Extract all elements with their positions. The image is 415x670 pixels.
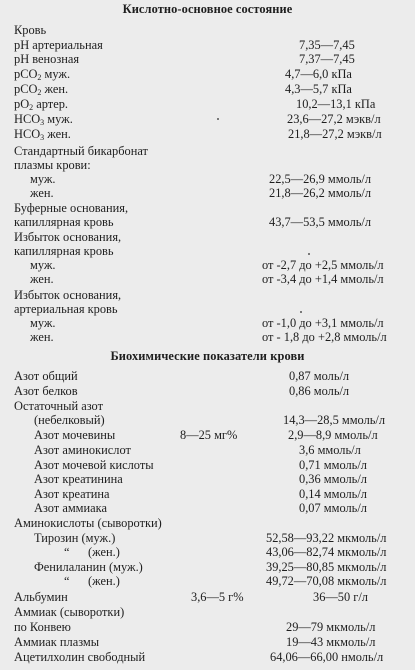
row-label: Азот мочевины [34, 428, 116, 442]
row-value: 14,3—28,5 ммоль/л [283, 413, 386, 427]
base-excess-cap-line1: Избыток основания, [14, 230, 122, 244]
row-value: от -1,0 до +3,1 ммоль/л [262, 316, 384, 330]
row-label: pH артериальная [14, 38, 103, 52]
row-value: 2,9—8,9 ммоль/л [288, 428, 378, 442]
row-mid-value: 8—25 мг% [180, 428, 238, 442]
table-row [0, 330, 415, 345]
row-value: от -3,4 до +1,4 ммоль/л [262, 272, 384, 286]
row-value: от -2,7 до +2,5 ммоль/л [262, 258, 384, 272]
biochem-title: Биохимические показатели крови [110, 349, 305, 363]
row-label: Азот аминокислот [34, 443, 131, 457]
row-label: жен. [30, 272, 54, 286]
table-row [0, 428, 415, 443]
row-label: Аммиак плазмы [14, 635, 100, 649]
table-row [0, 82, 415, 97]
table-row [0, 620, 415, 635]
table-row [0, 112, 415, 127]
row-label: pH венозная [14, 52, 80, 66]
row-value: 4,7—6,0 кПа [285, 67, 352, 81]
row-label: муж. [30, 172, 56, 186]
row-label: Азот общий [14, 369, 78, 383]
row-label: Азот белков [14, 384, 78, 398]
scan-speck [300, 311, 302, 313]
scan-speck [308, 253, 310, 255]
row-label: Альбумин [14, 590, 68, 604]
row-label: Аминокислоты (сыворотки) [14, 516, 162, 530]
row-label: по Конвею [14, 620, 71, 634]
std-bicarbonate-line2: плазмы крови: [14, 158, 91, 172]
row-value: 49,72—70,08 мкмоль/л [266, 574, 387, 588]
row-value: 7,35—7,45 [299, 38, 355, 52]
row-label: (жен.) [88, 545, 120, 559]
table-row [0, 97, 415, 112]
table-row [0, 52, 415, 67]
row-value: 0,86 моль/л [289, 384, 350, 398]
table-row [0, 127, 415, 142]
table-row [0, 635, 415, 650]
row-label: капиллярная кровь [14, 215, 114, 229]
row-value: 10,2—13,1 кПа [296, 97, 376, 111]
row-value: 19—43 мкмоль/л [286, 635, 376, 649]
row-value: 7,37—7,45 [299, 52, 355, 66]
ditto-mark: “ [64, 574, 70, 588]
table-row [0, 413, 415, 428]
row-label: $HCO_3$ жен. [14, 127, 71, 142]
row-label: Азот мочевой кислоты [34, 458, 154, 472]
row-label: муж. [30, 316, 56, 330]
table-row [0, 650, 415, 665]
table-row [0, 172, 415, 187]
row-value: 0,87 моль/л [289, 369, 350, 383]
table-row [0, 531, 415, 546]
row-value: от - 1,8 до +2,8 ммоль/л [262, 330, 387, 344]
row-label: $pO_2$ артер. [14, 97, 68, 112]
table-row [0, 316, 415, 331]
row-value: 3,6 ммоль/л [299, 443, 361, 457]
row-label: pCO$_2$ жен. [14, 82, 69, 97]
row-value: 36—50 г/л [313, 590, 368, 604]
std-bicarbonate-line1: Стандартный бикарбонат [14, 144, 148, 158]
row-label: Ацетилхолин свободный [14, 650, 146, 664]
row-label: Азот креатинина [34, 472, 123, 486]
ditto-mark: “ [64, 545, 70, 559]
row-value: 29—79 мкмоль/л [286, 620, 376, 634]
table-row [0, 516, 415, 531]
table-row [0, 560, 415, 575]
base-excess-art-line2: артериальная кровь [14, 302, 118, 316]
row-label: жен. [30, 330, 54, 344]
base-excess-art-line1: Избыток основания, [14, 288, 122, 302]
table-row [0, 590, 415, 605]
table-row [0, 545, 415, 560]
table-row [0, 458, 415, 473]
table-row [0, 501, 415, 516]
row-value: 0,71 ммоль/л [299, 458, 367, 472]
acid-base-title: Кислотно-основное состояние [122, 2, 293, 16]
row-mid-value: 3,6—5 г% [191, 590, 244, 604]
row-value: 0,07 ммоль/л [299, 501, 367, 515]
row-value: 21,8—26,2 ммоль/л [269, 186, 372, 200]
row-label: Азот аммиака [34, 501, 107, 515]
blood-label: Кровь [14, 23, 47, 37]
table-row [0, 443, 415, 458]
row-value: 43,06—82,74 мкмоль/л [266, 545, 387, 559]
blood-heading [0, 23, 415, 38]
table-row [0, 369, 415, 384]
row-label: Фенилаланин (муж.) [34, 560, 143, 574]
row-label: Аммиак (сыворотки) [14, 605, 125, 619]
row-value: 52,58—93,22 мкмоль/л [266, 531, 387, 545]
buffer-bases-line1: Буферные основания, [14, 201, 129, 215]
row-label: Азот креатина [34, 487, 110, 501]
row-value: 22,5—26,9 ммоль/л [269, 172, 372, 186]
row-value: 21,8—27,2 мэкв/л [288, 127, 382, 141]
row-label: $HCO_3$ муж. [14, 112, 73, 127]
row-value: 4,3—5,7 кПа [285, 82, 352, 96]
row-label: Остаточный азот [14, 399, 104, 413]
table-row [0, 605, 415, 620]
table-row [0, 215, 415, 230]
table-row [0, 258, 415, 273]
table-row [0, 384, 415, 399]
table-row [0, 472, 415, 487]
table-row [0, 272, 415, 287]
row-value: 64,06—66,00 нмоль/л [270, 650, 384, 664]
table-row [0, 574, 415, 589]
table-row [0, 38, 415, 53]
scan-speck [217, 118, 219, 120]
row-value: 23,6—27,2 мэкв/л [287, 112, 381, 126]
row-value: 39,25—80,85 мкмоль/л [266, 560, 387, 574]
table-row [0, 487, 415, 502]
row-value: 0,36 ммоль/л [299, 472, 367, 486]
table-row [0, 399, 415, 414]
row-label: муж. [30, 258, 56, 272]
table-row [0, 67, 415, 82]
row-value: 43,7—53,5 ммоль/л [269, 215, 372, 229]
row-value: 0,14 ммоль/л [299, 487, 367, 501]
row-label: Тирозин (муж.) [34, 531, 116, 545]
base-excess-cap-line2: капиллярная кровь [14, 244, 114, 258]
row-label: (жен.) [88, 574, 120, 588]
row-label: pCO$_2$ муж. [14, 67, 71, 82]
row-label: (небелковый) [34, 413, 105, 427]
table-row [0, 186, 415, 201]
row-label: жен. [30, 186, 54, 200]
